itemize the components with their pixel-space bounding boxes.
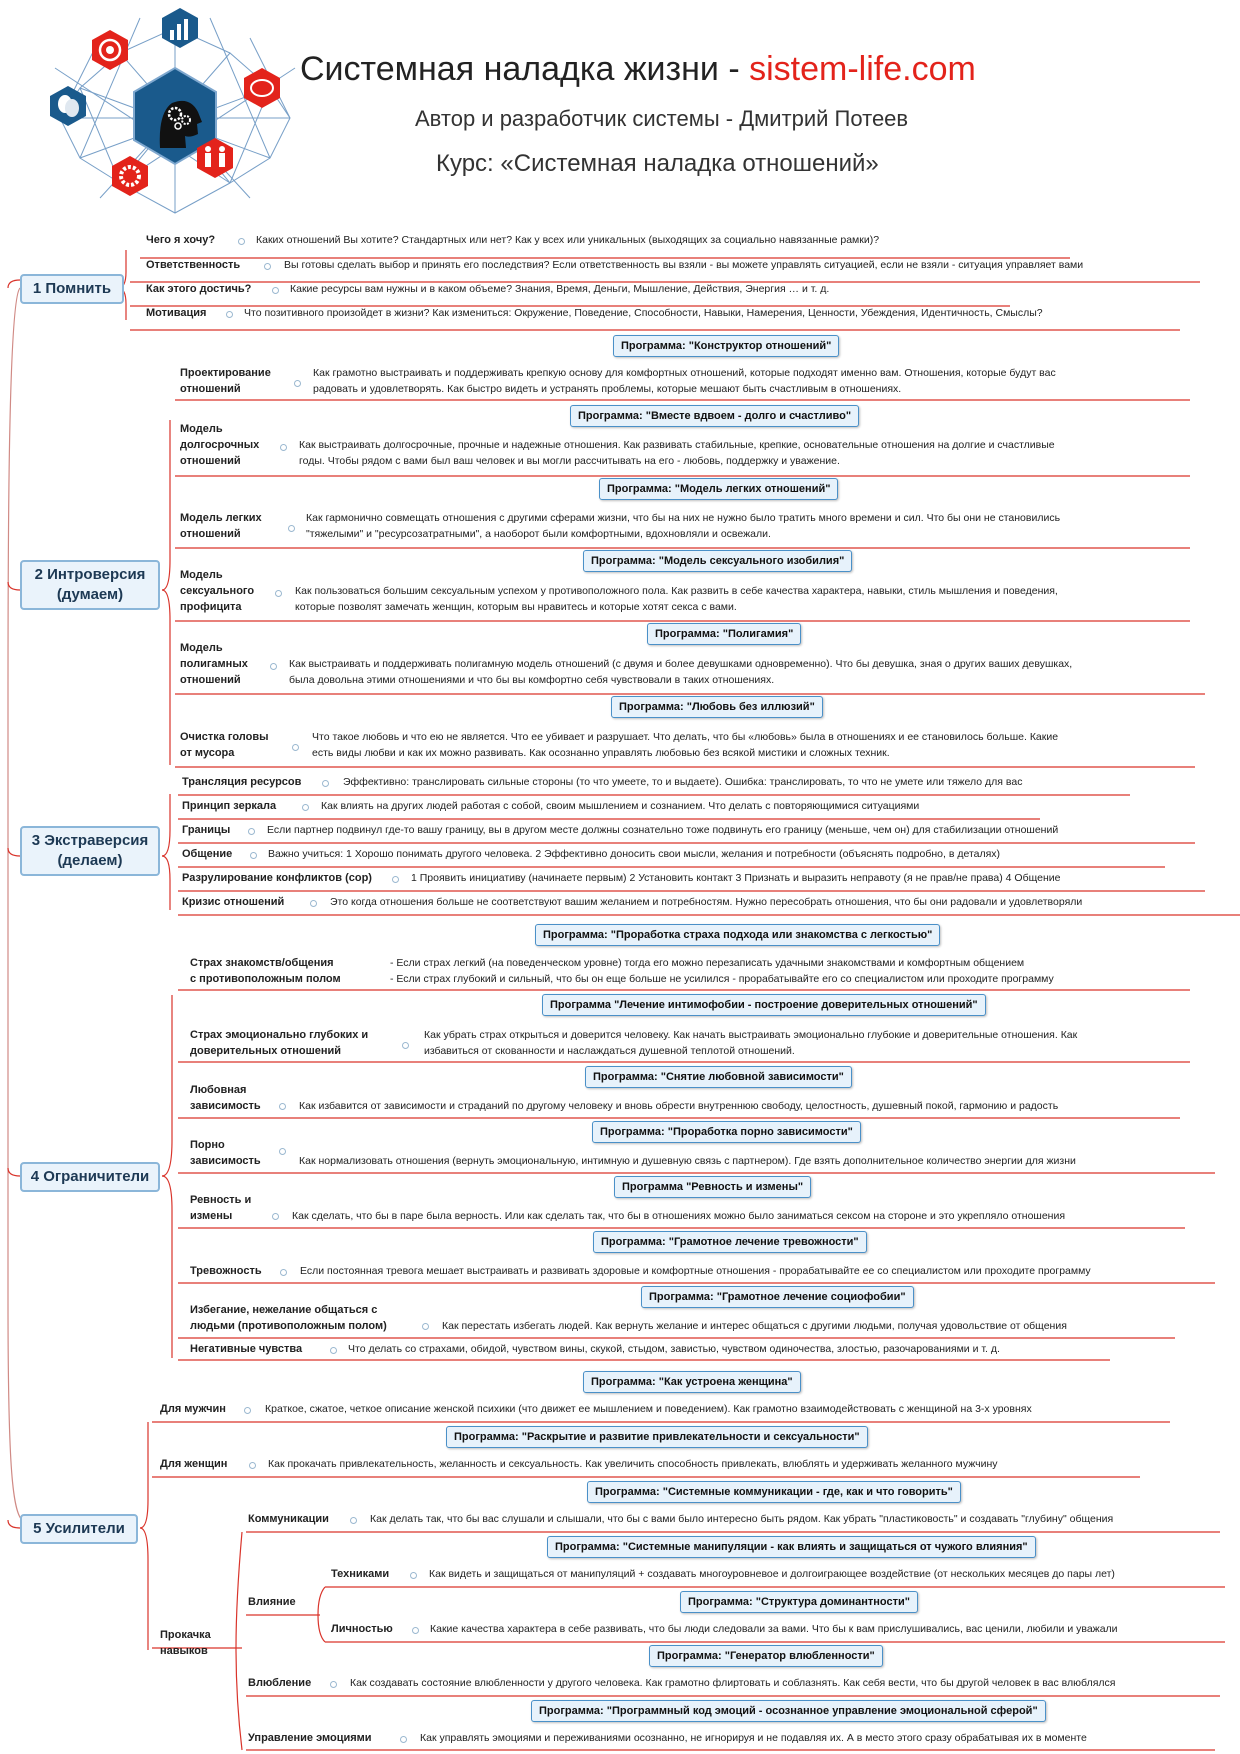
site-link[interactable]: sistem-life.com [749,50,976,88]
note-icon [410,1572,417,1579]
program-badge[interactable]: Программа: "Проработка страха подхода или знакомства с легкостью" [535,924,940,946]
note-icon [264,263,271,270]
branch-text: Как прокачать привлекательность, желанность и сексуальность. Как увеличить способность привлекать, влюблять и удерживать желанного мужчину [268,1458,998,1470]
note-icon [270,663,277,670]
branch-text: Как убрать страх открыться и доверится человеку. Как начать выстраивать эмоционально глубокие и доверительные отношения. Как избавиться от скованности и наслаждаться душевной теплотой отношений. [424,1029,1078,1057]
author-line: Автор и разработчик системы - Дмитрий Потеев [415,106,909,131]
branch-text: Если партнер подвинул где-то вашу границу, вы в другом месте должны сознательно тоже подвинуть его границу (меньше, чем он) для стабилизации отношений [267,824,1059,836]
note-icon [400,1736,407,1743]
branch-text: Какие ресурсы вам нужны и в каком объеме? Знания, Время, Деньги, Мышление, Действия, Энергия … и т. д. [290,283,830,295]
note-icon [275,590,282,597]
note-icon [330,1681,337,1688]
branch-text: Как выстраивать долгосрочные, прочные и надежные отношения. Как развивать стабильные, крепкие, основательные отношения на долгие и счастливые годы. Чтобы рядом с вами был ваш человек и вы могли рассчитывать на его - любовь, поддержку и уважение. [299,439,1055,467]
note-icon [412,1627,419,1634]
branch-text: - Если страх легкий (на поведенческом уровне) тогда его можно перезаписать удачными знакомствами и комфортным общением - Если страх глубокий и сильный, что бы он еще больше не усилился - прорабатывайте его со специалистом или проходите программу [390,957,1054,985]
branch-label: Модель полигамных отношений [180,642,248,686]
branch-label: Негативные чувства [190,1343,303,1355]
section-1-title: 1 Помнить [32,280,112,297]
branch-label: Техниками [331,1568,390,1580]
note-icon [292,744,299,751]
note-icon [226,311,233,318]
note-icon [294,380,301,387]
branch-text: Это когда отношения больше не соответствуют вашим желанием и потребностям. Нужно пересобрать отношения, что бы они радовали и удовлетворяли [330,896,1083,908]
section-3-title: 3 Экстраверсия [31,832,149,849]
program-badge[interactable]: Программа: "Системные манипуляции - как влиять и защищаться от чужого влияния" [547,1536,1036,1558]
branch-label: Избегание, нежелание общаться с людьми (противоположным полом) [190,1304,387,1332]
program-badge[interactable]: Программа: "Системные коммуникации - где, как и что говорить" [587,1481,961,1503]
program-badge[interactable]: Программа: "Проработка порно зависимости" [592,1121,861,1143]
branch-label: Ответственность [146,259,241,271]
note-icon [279,1148,286,1155]
branch-text: Что такое любовь и что ею не является. Что ее убивает и разрушает. Что делать, что бы «любовь» была в отношениях и ее становилось больше. Какие есть виды любви и как их можно развивать. Как осознанно управлять любовью без всякой мистики и сложных техник. [312,731,1059,759]
branch-label: Границы [182,824,231,836]
branch-text: Что позитивного произойдет в жизни? Как измениться: Окружение, Поведение, Способности, Навыки, Намерения, Ценности, Убеждения, Идентичность, Смыслы? [244,307,1043,319]
branch-text: 1 Проявить инициативу (начинаете первым) 2 Установить контакт 3 Признать и выразить неправоту (я не прав/не права) 4 Общение [411,872,1061,884]
branch-label: Страх эмоционально глубоких и доверительных отношений [190,1029,369,1057]
note-icon [422,1323,429,1330]
brain-hexagon [244,68,280,108]
branch-text: Как пользоваться большим сексуальным успехом у противоположного пола. Как развить в себе качества характера, навыки, стиль мышления и поведения, которые позволят замечать женщин, которым вы нравитесь и которые хотят секса с вами. [295,585,1058,613]
branch-label: Трансляция ресурсов [182,776,302,788]
branch-label: Общение [182,848,233,860]
branch-label: Мотивация [146,307,207,319]
program-badge[interactable]: Программа: "Грамотное лечение социофобии" [641,1286,914,1308]
branch-text: Краткое, сжатое, четкое описание женской психики (что движет ее мышлением и поведением). Как грамотно взаимодействовать с женщиной на 3-х уровнях [265,1403,1032,1415]
section-2-node[interactable] [20,560,160,610]
section-3-subtitle: (делаем) [57,852,123,869]
page-title [300,50,976,89]
branch-text: Как гармонично совмещать отношения с другими сферами жизни, что бы на них не нужно было тратить много времени и сил. Что бы они не становились "тяжелыми" и "ресурсозатратными", а наоборот были комфортными, вдохновляли и освежали. [306,512,1061,540]
note-icon [244,1407,251,1414]
program-badge[interactable]: Программа: "Полигамия" [647,623,801,645]
branch-label: Модель долгосрочных отношений [180,423,260,467]
branch-label: Личностью [331,1623,393,1635]
program-badge[interactable]: Программа: "Программный код эмоций - осознанное управление эмоциональной сферой" [531,1700,1046,1722]
branch-label: Влюбление [248,1677,312,1689]
course-title: Курс: «Системная наладка отношений» [436,150,879,177]
program-badge[interactable]: Программа: "Как устроена женщина" [583,1371,801,1393]
program-badge[interactable]: Программа "Ревность и измены" [614,1176,811,1198]
note-icon [280,444,287,451]
program-badge[interactable]: Программа: "Конструктор отношений" [613,335,839,357]
branch-label: Страх знакомств/общения с противоположным полом [190,957,341,985]
section-4-title: 4 Ограничители [30,1168,150,1185]
section-5-node[interactable] [20,1514,138,1544]
branch-text: Как грамотно выстраивать и поддерживать крепкую основу для комфортных отношений, которые подходят именно вам. Отношения, которые будут вас радовать и удовлетворять. Как быстро видеть и устранять проблемы, которые мешают быть счастливым в отношениях. [313,367,1056,395]
branch-label: Ревность и измены [190,1194,252,1222]
branch-text: Как управлять эмоциями и переживаниями осознанно, не игнорируя и не подавляя их. А в место этого сразу обрабатывая их в моменте [420,1732,1087,1744]
branch-text: Каких отношений Вы хотите? Стандартных или нет? Как у всех или уникальных (выходящих за социально навязанные рамки)? [256,234,880,246]
branch-text: Как сделать, что бы в паре была верность. Или как сделать так, что бы в отношениях можно было заниматься сексом на стороне и это укрепляло отношения [292,1210,1066,1222]
branch-label: Порно зависимость [190,1139,261,1167]
branch-label: Прокачка навыков [160,1629,211,1657]
branch-text: Важно учиться: 1 Хорошо понимать другого человека. 2 Эффективно доносить свои мысли, желания и потребности (объяснять подробно, в деталях) [268,848,1001,860]
note-icon [288,525,295,532]
note-icon [330,1347,337,1354]
section-4-node[interactable] [20,1162,160,1192]
branch-label: Тревожность [190,1265,262,1277]
program-badge[interactable]: Программа: "Структура доминантности" [680,1591,918,1613]
branch-label: Для мужчин [160,1403,226,1415]
note-icon [272,1213,279,1220]
note-icon [310,900,317,907]
branch-label: Влияние [248,1596,296,1608]
branch-label: Принцип зеркала [182,800,277,812]
branch-label: Очистка головы от мусора [180,731,269,759]
program-badge[interactable]: Программа: "Раскрытие и развитие привлекательности и сексуальности" [446,1426,868,1448]
branch-text: Какие качества характера в себе развивать, что бы люди следовали за вами. Что бы к вам прислушивались, вас ценили, любили и уважали [430,1623,1118,1635]
branch-label: Как этого достичь? [146,283,252,295]
program-badge[interactable]: Программа: "Модель сексуального изобилия" [583,550,852,572]
note-icon [392,876,399,883]
branch-label: Любовная зависимость [190,1084,261,1112]
note-icon [322,780,329,787]
branch-text: Что делать со страхами, обидой, чувством вины, скукой, стыдом, завистью, чувством одиночества, злостью, разочарованиями и т. д. [348,1343,1000,1355]
gears-hexagon [112,156,148,196]
note-icon [250,852,257,859]
program-badge[interactable]: Программа: "Грамотное лечение тревожности" [593,1231,867,1253]
branch-text: Как выстраивать и поддерживать полигамную модель отношений (с двумя и более девушками одновременно). Что бы девушка, зная о других ваших девушках, была довольна этими отношениями и что бы вы комфортно себя чувствовали в таких отношениях. [289,658,1073,686]
logo [40,8,310,223]
branch-text: Эффективно: транслировать сильные стороны (то что умеете, то и выдаете). Ошибка: транслировать, то что не умете или тяжело для вас [343,776,1023,788]
program-badge[interactable]: Программа: "Модель легких отношений" [599,478,838,500]
note-icon [279,1103,286,1110]
branch-text: Как создавать состояние влюбленности у другого человека. Как грамотно флиртовать и соблазнять. Как себя вести, что бы другой человек в вас влюблялся [350,1677,1116,1689]
branch-text: Как видеть и защищаться от манипуляций + создавать многоуровневое и долгоиграющее воздействие (от нескольких месяцев до пары лет) [429,1568,1115,1580]
note-icon [402,1042,409,1049]
section-2-subtitle: (думаем) [56,586,124,603]
note-icon [249,1462,256,1469]
note-icon [248,828,255,835]
branch-label: Модель сексуального профицита [180,569,255,613]
note-icon [272,287,279,294]
branch-text: Если постоянная тревога мешает выстраивать и развивать здоровые и комфортные отношения - прорабатывайте ее со специалистом или проходите программу [300,1265,1091,1277]
branch-text: Как влиять на других людей работая с собой, своим мышлением и сознанием. Что делать с повторяющимися ситуациями [321,800,920,812]
branch-text: Как нормализовать отношения (вернуть эмоциональную, интимную и душевную связь с партнером). Где взять дополнительное количество энергии для жизни [299,1155,1076,1167]
program-badge[interactable]: Программа: "Снятие любовной зависимости" [585,1066,852,1088]
program-badge[interactable]: Программа: "Вместе вдвоем - долго и счастливо" [570,405,859,427]
section-3-node[interactable] [20,826,160,876]
branch-label: Чего я хочу? [146,234,216,246]
branch-label: Разрулирование конфликтов (сор) [182,872,372,884]
section-5-title: 5 Усилители [33,1520,125,1537]
note-icon [238,238,245,245]
section-2-title: 2 Интроверсия [34,566,146,583]
branch-label: Модель легких отношений [180,512,262,540]
section-1-node[interactable] [20,274,124,304]
branch-text: Как делать так, что бы вас слушали и слышали, что бы с вами было интересно быть рядом. Как убрать "пластиковость" и создавать "глубину" общения [370,1513,1114,1525]
branch-label: Для женщин [160,1458,228,1470]
note-icon [302,804,309,811]
program-badge[interactable]: Программа: "Любовь без иллюзий" [611,696,823,718]
program-badge[interactable]: Программа "Лечение интимофобии - построение доверительных отношений" [542,994,986,1016]
branch-label: Кризис отношений [182,896,285,908]
note-icon [280,1269,287,1276]
branch-label: Проектирование отношений [180,367,271,395]
branch-label: Коммуникации [248,1513,329,1525]
branch-text: Как перестать избегать людей. Как вернуть желание и интерес общаться с другими людьми, получая удовольствие от общения [442,1320,1067,1332]
branch-text: Вы готовы сделать выбор и принять его последствия? Если ответственность вы взяли - вы можете управлять ситуацией, если не взяли - ситуация управляет вами [284,259,1084,271]
branch-label: Управление эмоциями [248,1732,372,1744]
branch-text: Как избавится от зависимости и страданий по другому человеку и вновь обрести внутреннюю свободу, целостность, душевный покой, гармонию и радость [299,1100,1059,1112]
note-icon [350,1517,357,1524]
program-badge[interactable]: Программа: "Генератор влюбленности" [649,1645,883,1667]
title-text: Системная наладка жизни - [300,50,750,88]
